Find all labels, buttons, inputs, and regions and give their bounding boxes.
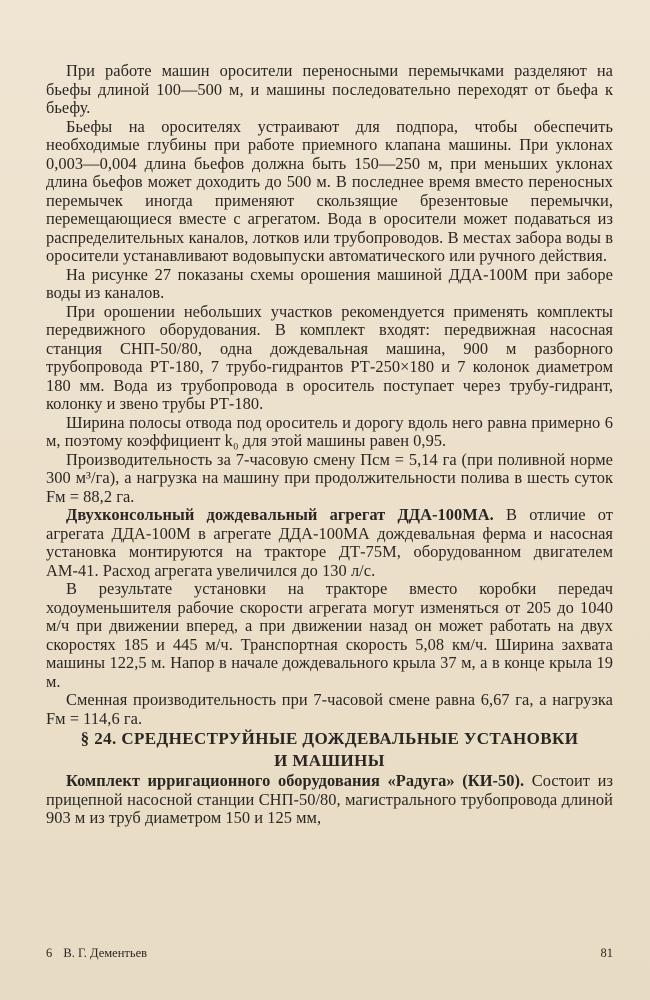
paragraph-lead: Комплект ирригационного оборудования «Радуга» (КИ-50).	[66, 771, 525, 790]
paragraph: Сменная производительность при 7-часовой смене равна 6,67 га, а нагрузка Fм = 114,6 га.	[46, 690, 613, 728]
body-text	[46, 62, 613, 828]
paragraph: При орошении небольших участков рекомендуется применять комплекты передвижного оборудования. В комплект входят: передвижная насосная станция СНП-50/80, одна дождевальная машина, 900 м разборного трубопровода РТ-180, 7 трубо-гидрантов РТ-250×180 и 7 колонок диаметром 180 мм. Вода из трубопровода в ороситель поступает через трубу-гидрант, колонку и звено трубы РТ-180.	[46, 301, 613, 413]
section-heading	[46, 728, 613, 772]
page-number: 81	[600, 946, 613, 960]
paragraph: На рисунке 27 показаны схемы орошения машиной ДДА-100М при заборе воды из каналов.	[46, 264, 613, 302]
paragraph-raduga	[46, 772, 613, 828]
paragraph-body: В отличие от агрегата ДДА-100М в агрегате ДДА-100МА дождевальная ферма и насосная установка монтируются на тракторе ДТ-75М, оборудованном двигателем АМ-41. Расход агрегата увеличился до 130 л/с.	[46, 505, 613, 580]
paragraph: Бьефы на оросителях устраивают для подпора, чтобы обеспечить необходимые глубины при работе приемного клапана машины. При уклонах 0,003—0,004 длина бьефов должна быть 150—250 м, при меньших уклонах длина бьефов может доходить до 500 м. В последнее время вместо переносных перемычек иногда применяют скользящие брезентовые перемычки, перемещающиеся вместе с агрегатом. Вода в оросители может подаваться из распределительных каналов, лотков или трубопроводов. В местах забора воды в оросители устанавливают водовыпуски автоматического или ручного действия.	[46, 116, 613, 265]
page-footer	[46, 946, 613, 961]
paragraph: Производительность за 7-часовую смену Псм = 5,14 га (при поливной норме 300 м³/га), а нагрузка на машину при продолжительности полива в шесть суток Fм = 88,2 га.	[46, 449, 613, 506]
paragraph-body: Состоит из прицепной насосной станции СНП-50/80, магистрального трубопровода длиной 903 м из труб диаметром 150 и 125 мм,	[46, 771, 613, 827]
paragraph-lead: Двухконсольный дождевальный агрегат ДДА-100МА.	[66, 505, 494, 524]
paragraph: В результате установки на тракторе вместо коробки передач ходоуменьшителя рабочие скорости агрегата могут изменяться от 205 до 1040 м/ч при движении вперед, а при движении назад он может работать на двух скоростях 185 и 445 м/ч. Транспортная скорость 5,08 км/ч. Ширина захвата машины 122,5 м. Напор в начале дождевального крыла 37 м, а в конце крыла 19 м.	[46, 579, 613, 691]
signature-author: В. Г. Дементьев	[63, 946, 148, 960]
section-heading-line1: § 24. СРЕДНЕСТРУЙНЫЕ ДОЖДЕВАЛЬНЫЕ УСТАНОВКИ	[80, 729, 579, 748]
signature-mark	[46, 946, 155, 961]
signature-number: 6	[46, 946, 53, 960]
section-heading-line2: И МАШИНЫ	[274, 751, 385, 770]
paragraph-dda-100ma	[46, 506, 613, 580]
paragraph: При работе машин оросители переносными перемычками разделяют на бьефы длиной 100—500 м, и машины последовательно переходят от бьефа к бьефу.	[46, 61, 613, 117]
paragraph: Ширина полосы отвода под ороситель и дорогу вдоль него равна примерно 6 м, поэтому коэффициент k₀ для этой машины равен 0,95.	[46, 412, 613, 450]
